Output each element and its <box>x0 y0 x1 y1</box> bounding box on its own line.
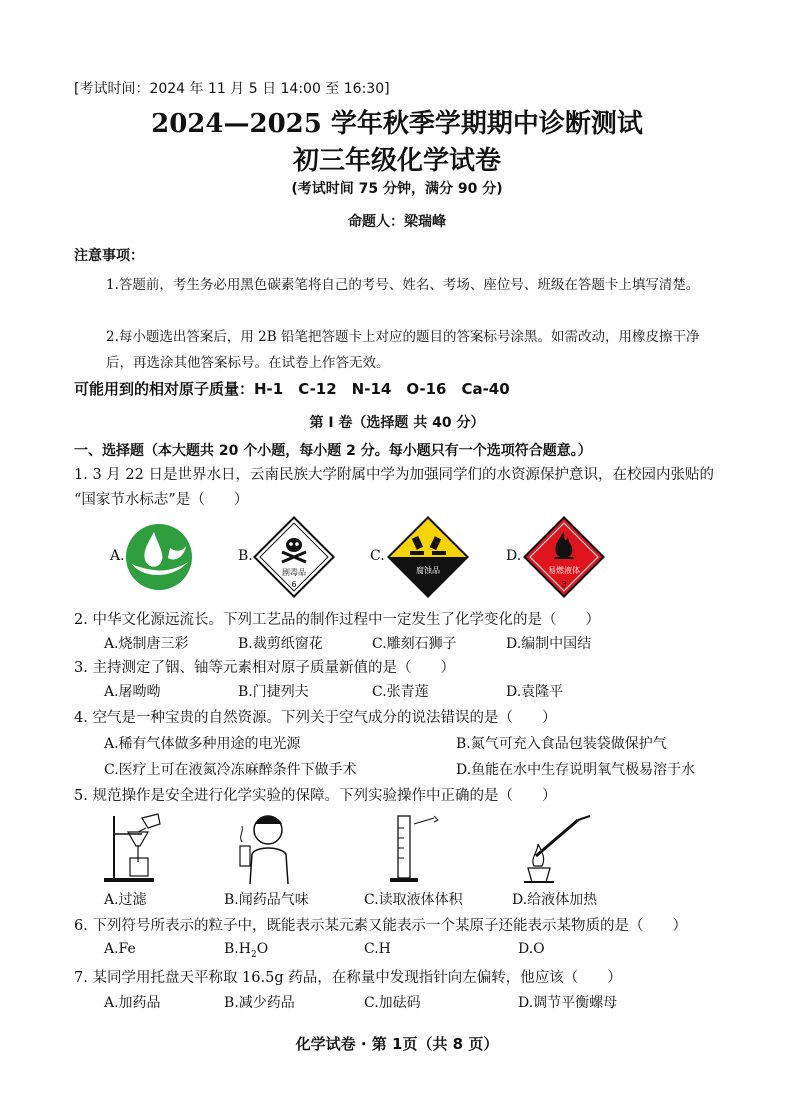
q6-option-b: $B.H_2O$ <box>224 941 269 960</box>
q1-option-d: D. <box>506 548 522 564</box>
q4-option-b: B.氮气可充入食品包装袋做保护气 <box>456 736 667 752</box>
sign-d-class: 3 <box>561 580 567 589</box>
q6-option-d: D.O <box>518 941 545 957</box>
q2-option-d: D.编制中国结 <box>506 636 592 652</box>
q7-option-d: D.调节平衡螺母 <box>518 995 618 1011</box>
q2-option-c: C.雕刻石狮子 <box>372 636 457 652</box>
sign-c-label: 腐蚀品 <box>416 566 440 575</box>
q5-stem: 5. 规范操作是安全进行化学实验的保障。下列实验操作中正确的是（ ） <box>74 788 557 804</box>
q7-option-c: C.加砝码 <box>364 995 421 1011</box>
sign-b-class: 6 <box>291 580 297 589</box>
flammable-sign-icon <box>522 515 606 599</box>
q6-option-a: A.Fe <box>104 941 136 957</box>
q7-option-a: A.加药品 <box>104 995 161 1011</box>
subscript-2: 2 <box>250 949 257 960</box>
heating-liquid-icon <box>516 812 596 884</box>
q7-option-b: B.减少药品 <box>224 995 295 1011</box>
q6-stem: 6. 下列符号所表示的粒子中，既能表示某元素又能表示一个某原子还能表示某物质的是（ ） <box>74 918 687 934</box>
q4-stem: 4. 空气是一种宝贵的自然资源。下列关于空气成分的说法错误的是（ ） <box>74 710 557 726</box>
page-footer: 化学试卷 · 第 1页（共 8 页） <box>295 1035 499 1053</box>
q4-option-c: C.医疗上可在液氮冷冻麻醉条件下做手术 <box>104 762 357 778</box>
q2-option-b: B.裁剪纸窗花 <box>238 636 323 652</box>
q1-stem: 1. 3 月 22 日是世界水日，云南民族大学附属中学为加强同学们的水资源保护意识，在校园内张贴的 <box>74 467 714 483</box>
notice-title: 注意事项： <box>74 248 144 264</box>
q5-option-c: C.读取液体体积 <box>364 892 463 908</box>
toxic-sign-icon <box>252 515 336 599</box>
exam-title: 2024—2025 学年秋季学期期中诊断测试 <box>151 109 643 139</box>
q2-stem: 2. 中华文化源远流长。下列工艺品的制作过程中一定发生了化学变化的是（ ） <box>74 612 600 628</box>
q3-option-c: C.张青莲 <box>372 684 429 700</box>
sign-b-label: 剧毒品 <box>282 568 306 577</box>
notice-item: 2.每小题选出答案后，用 2B 铅笔把答题卡上对应的题目的答案标号涂黑。如需改动，用橡皮擦干净后，再选涂其他答案标号。在试卷上作答无效。 <box>106 329 700 371</box>
q3-option-d: D.袁隆平 <box>506 684 564 700</box>
atomic-masses: 可能用到的相对原子质量：H-1 C-12 N-14 O-16 Ca-40 <box>74 380 510 398</box>
q5-option-d: D.给液体加热 <box>512 892 598 908</box>
water-saving-sign-icon <box>124 522 194 592</box>
q4-option-d: D.鱼能在水中生存说明氧气极易溶于水 <box>456 762 696 778</box>
q3-stem: 3. 主持测定了铟、铀等元素相对原子质量新值的是（ ） <box>74 660 455 676</box>
exam-subtitle: 初三年级化学试卷 <box>292 146 501 176</box>
notice-item: 1.答题前，考生务必用黑色碳素笔将自己的考号、姓名、考场、座位号、班级在答题卡上填写清楚。 <box>106 277 700 293</box>
author: 命题人：梁瑞峰 <box>348 214 446 230</box>
q6-option-c: C.H <box>364 941 391 957</box>
sign-d-label: 易燃液体 <box>548 566 580 575</box>
q1-stem-cont: “国家节水标志”是（ ） <box>74 492 249 508</box>
q2-option-a: A.烧制唐三彩 <box>104 636 189 652</box>
q1-option-b: B. <box>238 548 253 564</box>
q5-option-a: A.过滤 <box>104 892 147 908</box>
duration-score: (考试时间 75 分钟，满分 90 分) <box>291 181 503 197</box>
q3-option-b: B.门捷列夫 <box>238 684 309 700</box>
q4-option-a: A.稀有气体做多种用途的电光源 <box>104 736 301 752</box>
q3-option-a: A.屠呦呦 <box>104 684 161 700</box>
q7-stem: 7. 某同学用托盘天平称取 16.5g 药品，在称量中发现指针向左偏转，他应该（ ） <box>74 970 622 986</box>
filtration-apparatus-icon <box>102 812 172 884</box>
q5-option-b: B.闻药品气味 <box>224 892 309 908</box>
measuring-cylinder-icon <box>380 812 450 884</box>
corrosive-sign-icon <box>386 515 470 599</box>
smelling-chemical-icon <box>232 810 298 886</box>
section-title: 第 I 卷（选择题 共 40 分） <box>309 415 485 431</box>
exam-time: [考试时间：2024 年 11 月 5 日 14:00 至 16:30] <box>74 81 390 97</box>
q1-option-a: A. <box>110 548 125 564</box>
part-intro: 一、选择题（本大题共 20 个小题，每小题 2 分。每小题只有一个选项符合题意。） <box>74 443 592 459</box>
q1-option-c: C. <box>370 548 385 564</box>
